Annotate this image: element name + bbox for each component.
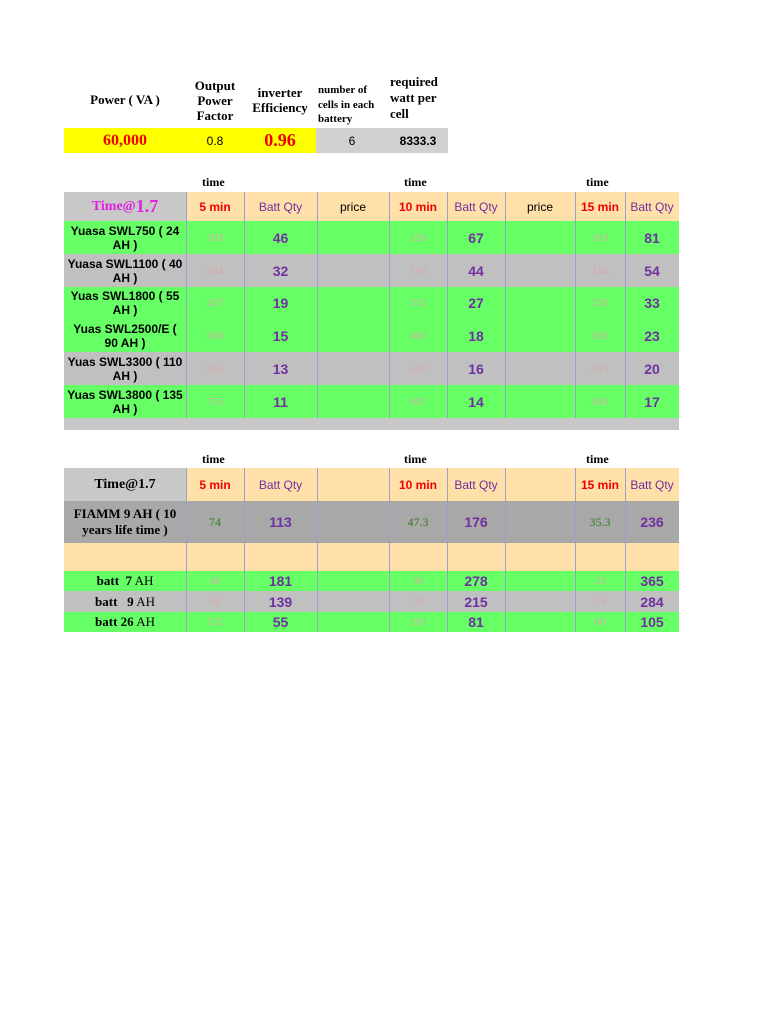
batt-name-unit: AH [133,614,155,629]
table2-row [64,612,679,632]
watt-10min [389,287,447,319]
watt-5min-text: 46 [209,575,221,587]
power-va-value [64,128,186,153]
battery-table-2 [64,468,679,632]
watt-5min-text: 437 [206,297,224,309]
watt-15min-text: 154 [591,264,609,277]
batt-name [64,591,186,612]
batt-qty-5min [244,254,317,287]
fiamm-q3 [625,501,679,543]
batt-qty-10min [447,591,505,612]
batt-qty-15min [625,254,679,287]
table2-header-15min [575,468,625,501]
watt-5min [186,385,244,418]
table1-time-label-3 [586,175,609,190]
table2-header-5min [186,468,244,501]
watt-15min [575,221,625,254]
watt-15min-text: 80 [594,616,606,628]
fiamm-w2 [389,501,447,543]
battery-name-text: Yuas SWL2500/E ( 90 AH ) [73,321,177,350]
table1-header-label [64,192,186,221]
batt-qty-5min-text: 32 [272,262,289,279]
batt-qty-10min-text: 81 [468,614,484,630]
table1-grid-line [505,192,506,418]
table2-header-qty1 [244,468,317,501]
table2-header-qty2 [447,468,505,501]
batt-qty-10min [447,254,505,287]
table2-row [64,591,679,612]
watt-10min-text: 520 [409,362,427,375]
table1-header-qty2-text: Batt Qty [454,199,498,214]
watt-5min [186,287,244,319]
header-inverter-efficiency-text: inverter Efficiency [252,85,308,115]
battery-name [64,385,186,418]
batt-qty-15min-text: 23 [644,327,660,344]
watt-5min [186,319,244,352]
fiamm-w1 [186,501,244,543]
batt-qty-10min-text: 67 [468,229,484,246]
watt-5min [186,591,244,612]
power-factor-value-text: 0.8 [206,133,224,148]
watt-15min [575,612,625,632]
table2-header-qty1-text: Batt Qty [258,477,303,492]
table1-header-5min [186,192,244,221]
batt-qty-15min-text: 33 [644,295,660,311]
table1-grid-line [389,192,390,418]
batt-qty-5min [244,612,317,632]
watt-15min [575,385,625,418]
fiamm-q2-text: 176 [464,514,488,530]
watt-15min [575,254,625,287]
fiamm-name-text: FIAMM 9 AH ( 10 years life time ) [73,506,177,537]
watt-10min-text: 463 [409,329,427,342]
header-power-va-text: Power ( VA ) [90,92,160,107]
watt-15min-text: 103 [591,231,609,244]
table2-grid-line [447,468,448,632]
table1-time-label-2-text: time [404,175,427,189]
table1-header-qty2 [447,192,505,221]
power-factor-value [186,128,244,153]
batt-qty-15min [625,612,679,632]
batt-qty-15min [625,319,679,352]
watt-15min-text: 23 [594,575,606,587]
table1-footer-strip [64,418,679,430]
watt-15min-text: 253 [591,297,609,309]
fiamm-w1-text: 74 [209,514,221,529]
header-inverter-efficiency [244,80,316,120]
batt-qty-15min-text: 365 [640,573,664,589]
power-va-value-text: 60,000 [103,131,147,149]
table2-header-qty3 [625,468,679,501]
watt-5min [186,571,244,591]
watt-10min-text: 30 [412,575,424,587]
batt-qty-5min-text: 139 [268,593,293,610]
batt-qty-10min [447,319,505,352]
battery-name-text: Yuas SWL1800 ( 55 AH ) [70,289,180,317]
watt-10min-text: 39 [412,595,424,608]
cells-value [316,128,388,153]
batt-qty-5min-text: 15 [272,327,289,344]
battery-name [64,254,186,287]
watt-per-cell-value-text: 8333.3 [399,133,437,148]
battery-name-text: Yuas SWL3300 ( 110 AH ) [67,354,183,383]
watt-5min-text: 183 [206,231,224,244]
table1-row [64,221,679,254]
table2-time-label-1 [202,452,225,467]
fiamm-q3-text: 236 [640,514,664,530]
table2-time-label-3 [586,452,609,467]
table2-header-row [64,468,679,501]
batt-qty-15min-text: 20 [644,360,660,377]
batt-qty-15min-text: 17 [644,393,660,410]
watt-15min [575,287,625,319]
batt-qty-5min [244,221,317,254]
table1-time-label-3-text: time [586,175,609,189]
table1-header-row [64,192,679,221]
batt-qty-5min [244,319,317,352]
batt-qty-10min-text: 27 [468,295,484,311]
batt-qty-15min [625,385,679,418]
watt-10min-text: 126 [409,231,427,244]
watt-10min [389,319,447,352]
batt-qty-5min-text: 19 [272,295,289,311]
table1-header-10min-text: 10 min [398,199,437,214]
batt-name [64,612,186,632]
table1-time-label-2 [404,175,427,190]
table2-time-label-2-text: time [404,452,427,466]
table2-fiamm-row [64,501,679,543]
watt-15min-text: 29 [594,595,606,608]
watt-5min-text: 665 [206,362,224,375]
batt-qty-10min-text: 215 [464,593,488,610]
table1-grid-line [447,192,448,418]
table1-header-qty1 [244,192,317,221]
batt-qty-10min [447,385,505,418]
watt-5min [186,221,244,254]
table2-header-label-text: Time@1.7 [94,476,156,492]
batt-qty-10min [447,571,505,591]
batt-qty-15min [625,352,679,385]
batt-qty-10min [447,287,505,319]
batt-qty-5min-text: 181 [268,573,293,589]
table1-grid-line [575,192,576,418]
battery-name [64,319,186,352]
table2-grid-line [317,468,318,632]
watt-10min [389,612,447,632]
watt-10min-text: 190 [409,264,427,277]
watt-5min-text: 152 [206,616,224,628]
batt-qty-15min-text: 54 [644,262,660,279]
batt-qty-10min [447,221,505,254]
watt-10min-text: 312 [409,297,427,309]
table2-grid-line [389,468,390,632]
table1-time-label-1-text: time [202,175,225,189]
table2-header-5min-text: 5 min [199,477,231,492]
watt-5min-text: 264 [206,264,224,277]
watt-per-cell-value [388,128,448,153]
header-number-of-cells-text: number of cells in each battery [318,84,375,125]
watt-10min-text: 103 [409,616,427,628]
table2-grid-line [575,468,576,632]
batt-name-prefix: batt 7 [96,573,133,588]
table2-header-label [64,468,186,501]
watt-10min [389,571,447,591]
batt-qty-15min [625,287,679,319]
batt-qty-15min [625,221,679,254]
battery-name-text: Yuasa SWL1100 ( 40 AH ) [67,256,183,285]
table2-time-label-3-text: time [586,452,609,466]
battery-name [64,352,186,385]
batt-qty-15min [625,591,679,612]
fiamm-q2 [447,501,505,543]
watt-15min [575,571,625,591]
watt-10min [389,385,447,418]
table2-grid-line [505,468,506,632]
fiamm-name [64,501,186,543]
watt-15min-text: 493 [591,395,609,408]
table1-header-price1 [317,192,389,221]
header-output-power-factor-text: Output Power Factor [194,77,236,123]
table1-header-15min [575,192,625,221]
batt-name-prefix: batt 26 [95,614,134,629]
table1-row [64,352,679,385]
table1-grid-line [317,192,318,418]
batt-qty-10min [447,612,505,632]
table2-row [64,571,679,591]
watt-10min [389,352,447,385]
efficiency-value-text: 0.96 [264,130,296,150]
table1-header-10min [389,192,447,221]
table1-row [64,385,679,418]
batt-qty-10min-text: 16 [468,360,484,377]
table1-header-price2-text: price [526,199,553,214]
batt-qty-15min-text: 105 [640,614,664,630]
table2-header-qty2-text: Batt Qty [454,477,498,492]
table2-time-label-1-text: time [202,452,225,466]
header-power-va [64,76,186,124]
efficiency-value [244,128,316,153]
watt-15min-text: 415 [591,362,609,375]
batt-qty-5min [244,591,317,612]
batt-qty-15min-text: 284 [640,593,664,610]
table1-header-qty3-text: Batt Qty [630,199,674,214]
watt-15min [575,591,625,612]
batt-qty-5min-text: 13 [272,360,289,377]
table1-header-price2 [505,192,575,221]
table2-grid-line [244,468,245,632]
watt-10min [389,221,447,254]
batt-qty-15min-text: 81 [644,229,660,246]
batt-name [64,571,186,591]
fiamm-w3-text: 35.3 [589,514,611,529]
watt-5min-text: 566 [206,329,224,342]
header-required-watt-text: required watt per cell [390,74,438,121]
parameter-values-row [64,128,448,153]
batt-qty-5min-text: 11 [273,393,288,410]
table1-header-label-value: 1.7 [135,196,159,216]
table1-header-qty3 [625,192,679,221]
battery-name-text: Yuas SWL3800 ( 135 AH ) [67,387,183,416]
table1-header-qty1-text: Batt Qty [258,199,303,214]
table2-header-qty3-text: Batt Qty [630,477,674,492]
table1-header-5min-text: 5 min [199,199,231,214]
fiamm-w2-text: 47.3 [407,514,429,529]
table1-header-price1-text: price [339,199,366,214]
watt-5min-text: 60 [209,595,221,608]
header-required-watt [390,74,448,124]
watt-15min-text: 363 [591,329,609,342]
table1-header-15min-text: 15 min [580,199,619,214]
batt-qty-10min-text: 18 [468,327,484,344]
batt-qty-10min-text: 44 [468,262,484,279]
table1-grid-line [186,192,187,418]
fiamm-q1-text: 113 [269,514,292,530]
watt-15min [575,352,625,385]
battery-name [64,221,186,254]
cells-value-text: 6 [348,133,356,148]
table2-grid-line [186,468,187,632]
batt-qty-15min [625,571,679,591]
watt-5min [186,254,244,287]
batt-name-unit: AH [132,573,154,588]
battery-name-text: Yuasa SWL750 ( 24 AH ) [70,223,180,252]
table1-row [64,319,679,352]
table2-time-label-2 [404,452,427,467]
table2-header-15min-text: 15 min [580,477,619,492]
batt-qty-5min-text: 55 [272,614,289,630]
table1-time-label-1 [202,175,225,190]
table1-grid-line [244,192,245,418]
watt-5min [186,352,244,385]
header-output-power-factor [186,74,244,126]
table2-header-10min-text: 10 min [398,477,437,492]
batt-qty-5min [244,385,317,418]
table2-header-10min [389,468,447,501]
table1-header-label-prefix: Time@ [91,198,136,214]
watt-15min [575,319,625,352]
table2-grid-line [625,468,626,632]
batt-qty-10min [447,352,505,385]
table1-row [64,254,679,287]
batt-qty-10min-text: 278 [464,573,488,589]
header-number-of-cells [318,83,388,127]
batt-qty-5min [244,287,317,319]
watt-5min [186,612,244,632]
batt-qty-5min [244,352,317,385]
watt-10min-text: 607 [409,395,427,408]
batt-qty-5min [244,571,317,591]
batt-qty-5min-text: 46 [272,229,289,246]
table1-grid-line [625,192,626,418]
table2-spacer-row [64,543,679,571]
fiamm-w3 [575,501,625,543]
table1-row [64,287,679,319]
battery-table-1 [64,192,679,430]
watt-10min [389,254,447,287]
battery-name [64,287,186,319]
batt-name-unit: AH [133,593,155,609]
fiamm-q1 [244,501,317,543]
batt-name-prefix: batt 9 [95,593,134,609]
watt-5min-text: 755 [206,395,224,408]
watt-10min [389,591,447,612]
batt-qty-10min-text: 14 [468,393,484,410]
